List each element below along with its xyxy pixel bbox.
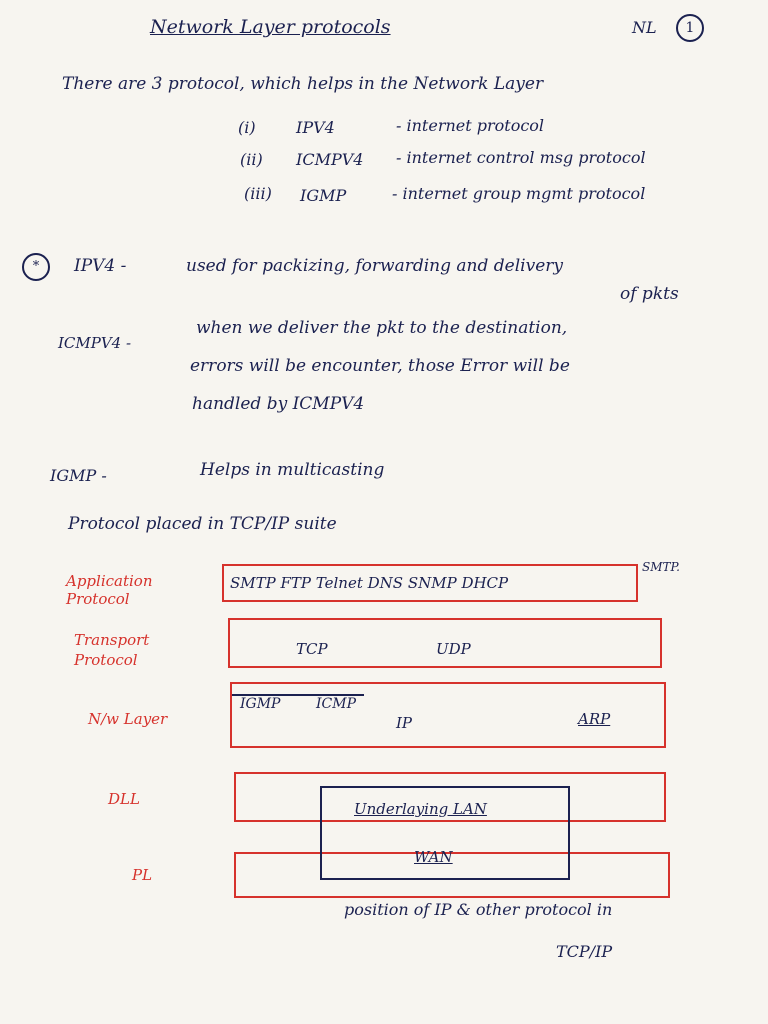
intro-item-3-num: (iii)	[244, 184, 272, 203]
ipv4-line1: used for packizing, forwarding and delivery	[186, 256, 563, 276]
icmp-line3: handled by ICMPV4	[192, 394, 365, 414]
intro-item-1-num: (i)	[238, 118, 256, 137]
layer-label-network: N/w Layer	[88, 710, 168, 728]
caption-line2: TCP/IP	[556, 942, 613, 961]
network-arp: ARP	[578, 710, 611, 728]
application-protocols: SMTP FTP Telnet DNS SNMP DHCP	[230, 574, 509, 592]
intro-item-2-name: ICMPV4	[296, 150, 364, 169]
igmp-line: Helps in multicasting	[200, 460, 385, 480]
ipv4-label: IPV4 -	[74, 256, 127, 276]
intro-item-2-desc: - internet control msg protocol	[396, 148, 646, 167]
layer-label-pl: PL	[132, 866, 153, 884]
intro-item-2-num: (ii)	[240, 150, 263, 169]
application-extra: SMTP.	[642, 560, 680, 574]
igmp-label: IGMP -	[50, 466, 107, 485]
icmp-line2: errors will be encounter, those Error will be	[190, 356, 570, 376]
intro-line: There are 3 protocol, which helps in the Network Layer	[62, 74, 544, 94]
layer-label-transport: Transport Protocol	[74, 631, 150, 669]
page-title: Network Layer protocols	[150, 16, 391, 38]
layer-label-application: Application Protocol	[66, 572, 153, 608]
icmp-label: ICMPV4 -	[58, 334, 132, 352]
intro-item-3-name: IGMP	[300, 186, 347, 205]
star-bullet: *	[22, 253, 50, 281]
intro-item-1-name: IPV4	[296, 118, 335, 137]
network-icmp: ICMP	[316, 696, 356, 712]
page-tag: NL	[632, 18, 657, 37]
suite-heading: Protocol placed in TCP/IP suite	[68, 514, 337, 534]
transport-udp: UDP	[436, 640, 471, 658]
icmp-line1: when we deliver the pkt to the destination,	[196, 318, 568, 338]
page-number: 1	[676, 14, 704, 42]
wan-label: WAN	[414, 848, 453, 866]
caption-line1: position of IP & other protocol in	[344, 900, 613, 919]
transport-tcp: TCP	[296, 640, 328, 658]
intro-item-1-desc: - internet protocol	[396, 116, 545, 135]
layer-label-dll: DLL	[108, 790, 140, 808]
intro-item-3-desc: - internet group mgmt protocol	[392, 184, 646, 203]
network-igmp: IGMP	[240, 696, 281, 712]
ipv4-line2: of pkts	[620, 284, 679, 304]
network-ip: IP	[396, 714, 413, 732]
underlying-lan: Underlaying LAN	[354, 800, 487, 818]
